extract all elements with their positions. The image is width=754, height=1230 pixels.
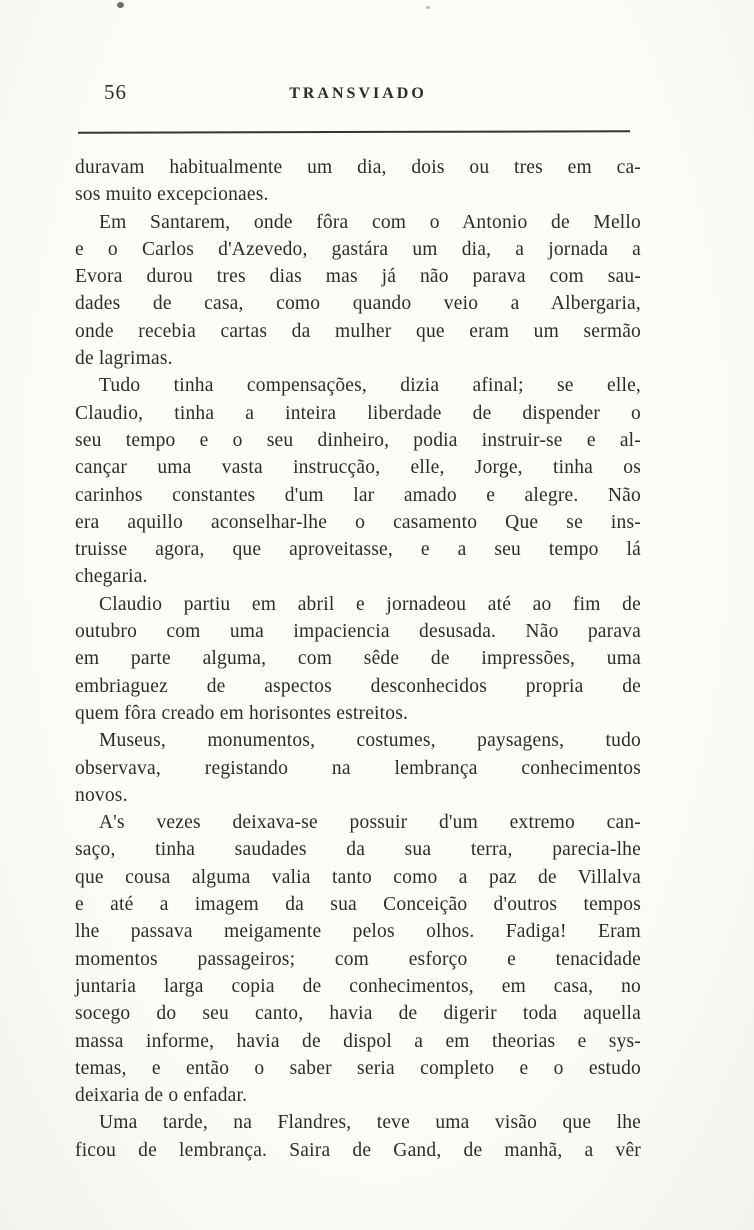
text-line: cançar uma vasta instrucção, elle, Jorge, tinha os <box>75 457 641 479</box>
text-line: Claudio partiu em abril e jornadeou até ao fim de <box>99 593 641 615</box>
text-line: temas, e então o saber seria completo e o estudo <box>75 1057 641 1079</box>
text-line: dades de casa, como quando veio a Albergaria, <box>75 293 641 315</box>
scan-artifact <box>117 2 124 8</box>
text-line: embriaguez de aspectos desconhecidos propria de <box>75 675 641 697</box>
text-line: Em Santarem, onde fôra com o Antonio de Mello <box>99 211 641 233</box>
text-line: momentos passageiros; com esforço e tenacidade <box>75 948 641 970</box>
text-line: sos muito excepcionaes. <box>75 184 269 206</box>
text-line: e o Carlos d'Azevedo, gastára um dia, a jornada a <box>75 238 641 260</box>
paragraph <box>75 154 641 209</box>
text-line: Tudo tinha compensações, dizia afinal; se elle, <box>99 375 641 397</box>
text-line: juntaria larga copia de conhecimentos, em casa, no <box>75 975 641 997</box>
text-line: deixaria de o enfadar. <box>75 1085 248 1107</box>
text-line: Evora durou tres dias mas já não parava com sau- <box>75 266 641 288</box>
page-body <box>75 154 641 1164</box>
text-line: Uma tarde, na Flandres, teve uma visão que lhe <box>99 1112 641 1134</box>
paragraph <box>75 209 641 373</box>
paragraph <box>75 1109 641 1164</box>
header-rule <box>78 130 630 133</box>
text-line: seu tempo e o seu dinheiro, podia instruir-se e al- <box>75 429 641 451</box>
text-line: e até a imagem da sua Conceição d'outros tempos <box>75 894 641 916</box>
running-title: TRANSVIADO <box>289 85 427 102</box>
text-line: carinhos constantes d'um lar amado e alegre. Não <box>75 484 641 506</box>
text-line: que cousa alguma valia tanto como a paz de Villalva <box>75 866 641 888</box>
text-line: Museus, monumentos, costumes, paysagens, tudo <box>99 730 641 752</box>
text-line: quem fôra creado em horisontes estreitos. <box>75 702 409 724</box>
paragraph <box>75 591 641 727</box>
text-line: duravam habitualmente um dia, dois ou tres em ca- <box>75 157 641 178</box>
text-line: de lagrimas. <box>75 348 173 370</box>
text-line: truisse agora, que aproveitasse, e a seu tempo lá <box>75 539 641 561</box>
text-line: em parte alguma, com sêde de impressões, uma <box>75 648 641 670</box>
text-line: A's vezes deixava-se possuir d'um extremo can- <box>99 812 641 834</box>
text-line: onde recebia cartas da mulher que eram um sermão <box>75 320 641 342</box>
text-line: Claudio, tinha a inteira liberdade de dispender o <box>75 402 641 424</box>
text-line: saço, tinha saudades da sua terra, parecia-lhe <box>75 839 641 861</box>
text-line: socego do seu canto, havia de digerir toda aquella <box>75 1003 641 1025</box>
text-line: outubro com uma impaciencia desusada. Não parava <box>75 621 641 643</box>
paragraph <box>75 372 641 590</box>
text-line: massa informe, havia de dispol a em theorias e sys- <box>75 1030 641 1052</box>
paragraph <box>75 727 641 809</box>
text-line: observava, registando na lembrança conhecimentos <box>75 757 641 779</box>
page-number: 56 <box>104 80 127 104</box>
text-line: novos. <box>75 784 128 806</box>
paragraph <box>75 809 641 1109</box>
text-line: era aquillo aconselhar-lhe o casamento Que se ins- <box>75 511 641 533</box>
text-line: ficou de lembrança. Saira de Gand, de manhã, a vêr <box>75 1139 641 1161</box>
text-line: chegaria. <box>75 566 148 588</box>
text-line: lhe passava meigamente pelos olhos. Fadiga! Eram <box>75 921 641 943</box>
scan-artifact <box>426 6 430 9</box>
